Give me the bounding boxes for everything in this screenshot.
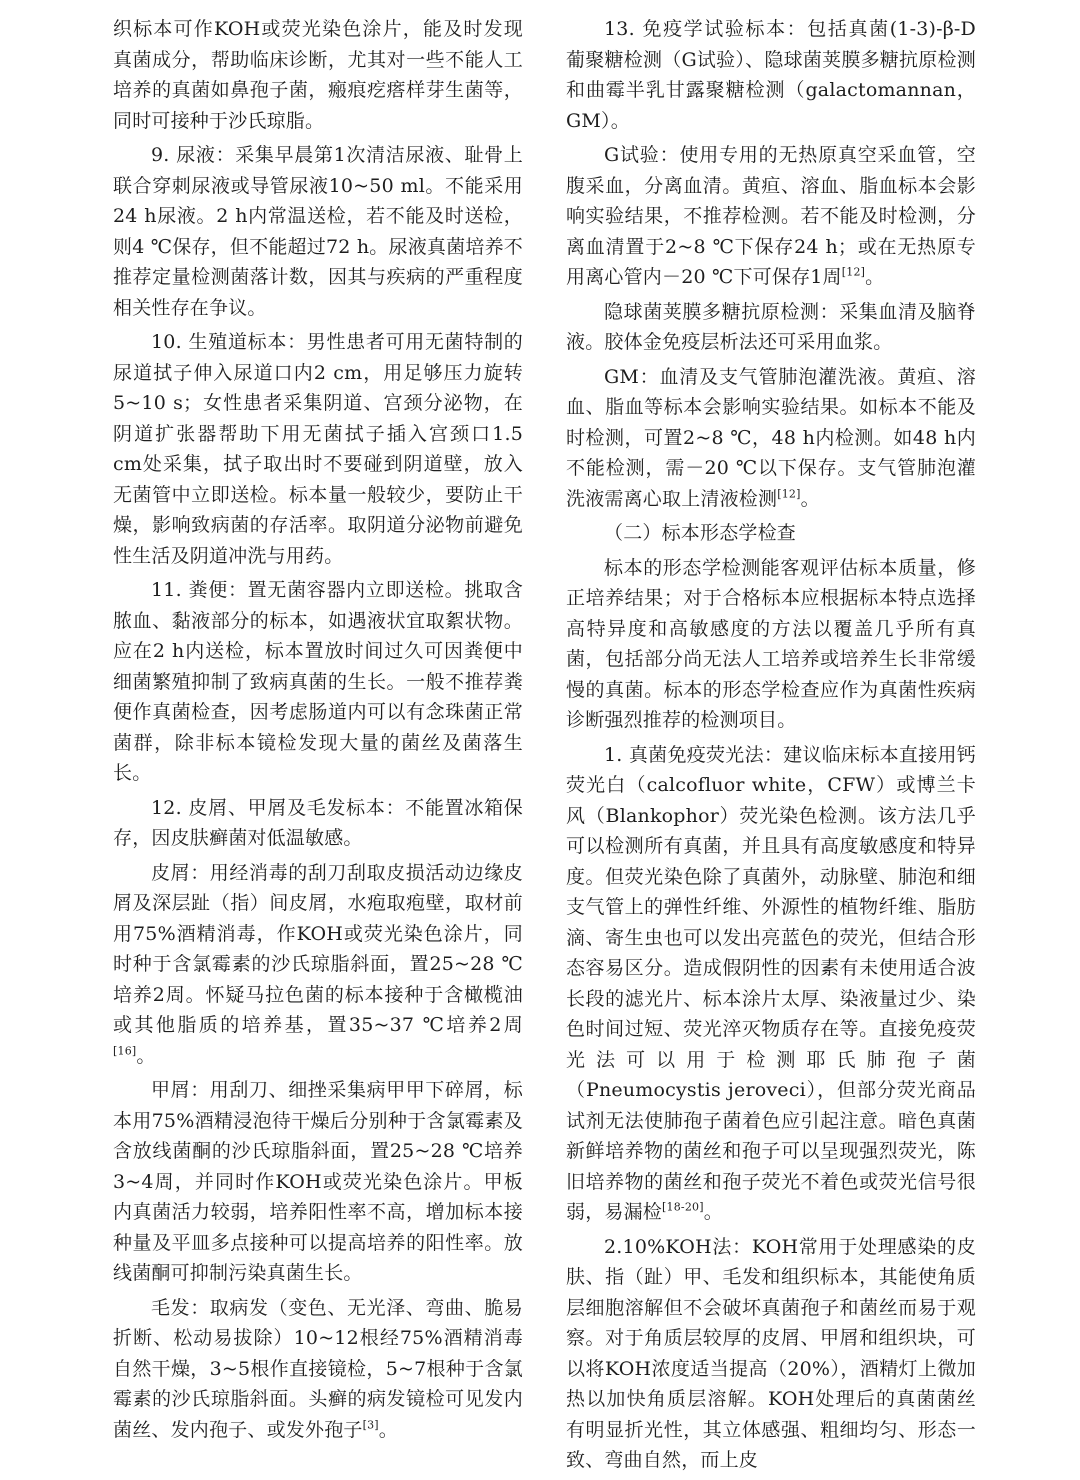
paragraph-skin-nail-hair: 12. 皮屑、甲屑及毛发标本：不能置冰箱保存，因皮肤癣菌对低温敏感。 <box>113 796 523 849</box>
paragraph-urine: 9. 尿液：采集早晨第1次清洁尿液、耻骨上联合穿刺尿液或导管尿液10~50 ml。不能采用24 h尿液。2 h内常温送检，若不能及时送检，则4 ℃保存，但不能超过72 h。尿液真菌培养不推荐定量检测菌落计数，因其与疾病的严重程度相关性存在争议。 <box>113 144 523 319</box>
left-column <box>113 14 523 1449</box>
citation-ref: [16] <box>113 1044 137 1058</box>
paragraph-g-test: G试验：使用专用的无热原真空采血管，空腹采血，分离血清。黄疸、溶血、脂血标本会影响实验结果，不推荐检测。若不能及时检测，分离血清置于2~8 ℃下保存24 h；或在无热原专用离心管内－20 ℃下可保存1周[12]。 <box>566 144 976 288</box>
citation-ref: [12] <box>777 487 801 501</box>
paragraph-genital-tract: 10. 生殖道标本：男性患者可用无菌特制的尿道拭子伸入尿道口内2 cm，用足够压力旋转5~10 s；女性患者采集阴道、宫颈分泌物，在阴道扩张器帮助下用无菌拭子插入宫颈口1.5 cm处采集，拭子取出时不要碰到阴道壁，放入无菌管中立即送检。标本量一般较少，要防止干燥，影响致病菌的存活率。取阴道分泌物前避免性生活及阴道冲洗与用药。 <box>113 331 523 567</box>
citation-ref: [18-20] <box>662 1200 704 1214</box>
paragraph-morphology-intro: 标本的形态学检测能客观评估标本质量，修正培养结果；对于合格标本应根据标本特点选择高特异度和高敏感度的方法以覆盖几乎所有真菌，包括部分尚无法人工培养或培养生长非常缓慢的真菌。标本的形态学检查应作为真菌性疾病诊断强烈推荐的检测项目。 <box>566 556 976 731</box>
paragraph-cryptococcus: 隐球菌荚膜多糖抗原检测：采集血清及脑脊液。胶体金免疫层析法还可采用血浆。 <box>566 300 976 353</box>
paragraph-specimen-tail: 织标本可作KOH或荧光染色涂片，能及时发现真菌成分，帮助临床诊断，尤其对一些不能人工培养的真菌如鼻孢子菌，瘢痕疙瘩样芽生菌等，同时可接种于沙氏琼脂。 <box>113 18 523 132</box>
paragraph-immunofluorescence: 1. 真菌免疫荧光法：建议临床标本直接用钙荧光白（calcofluor white，CFW）或博兰卡风（Blankophor）荧光染色检测。该方法几乎可以检测所有真菌，并且具有高度敏感度和特异度。但荧光染色除了真菌外，动脉壁、肺泡和细支气管上的弹性纤维、外源性的植物纤维、脂肪滴、寄生虫也可以发出亮蓝色的荧光，但结合形态容易区分。造成假阴性的因素有未使用适合波长段的滤光片、标本涂片太厚、染液量过少、染色时间过短、荧光淬灭物质存在等。直接免疫荧光法可以用于检测耶氏肺孢子菌（Pneumocystis jeroveci），但部分荧光商品试剂无法使肺孢子菌着色应引起注意。暗色真菌新鲜培养物的菌丝和孢子可以呈现强烈荧光，陈旧培养物的菌丝和孢子荧光不着色或荧光信号很弱，易漏检[18-20]。 <box>566 743 976 1223</box>
paragraph-nail-scrapings: 甲屑：用刮刀、细挫采集病甲甲下碎屑，标本用75%酒精浸泡待干燥后分别种于含氯霉素及含放线菌酮的沙氏琼脂斜面，置25~28 ℃培养3~4周，并同时作KOH或荧光染色涂片。甲板内真菌活力较弱，培养阳性率不高，增加标本接种量及平皿多点接种可以提高培养的阳性率。放线菌酮可抑制污染真菌生长。 <box>113 1079 523 1284</box>
right-column <box>566 14 976 1480</box>
paragraph-koh-method: 2.10%KOH法：KOH常用于处理感染的皮肤、指（趾）甲、毛发和组织标本，其能使角质层细胞溶解但不会破坏真菌孢子和菌丝而易于观察。对于角质层较厚的皮屑、甲屑和组织块，可以将KOH浓度适当提高（20%），酒精灯上微加热以加快角质层溶解。KOH处理后的真菌菌丝有明显折光性，其立体感强、粗细均匀、形态一致、弯曲自然，而上皮 <box>566 1235 976 1471</box>
citation-ref: [12] <box>841 265 866 279</box>
citation-ref: [3] <box>362 1418 379 1432</box>
paragraph-gm: GM：血清及支气管肺泡灌洗液。黄疸、溶血、脂血等标本会影响实验结果。如标本不能及时检测，可置2~8 ℃，48 h内检测。如48 h内不能检测，需－20 ℃以下保存。支气管肺泡灌洗液需离心取上清液检测[12]。 <box>566 365 976 510</box>
paragraph-immunology: 13. 免疫学试验标本：包括真菌(1-3)-β-D葡聚糖检测（G试验）、隐球菌荚膜多糖抗原检测和曲霉半乳甘露聚糖检测（galactomannan，GM）。 <box>566 18 976 132</box>
section-heading-morphology: （二）标本形态学检查 <box>604 522 797 544</box>
paragraph-hair: 毛发：取病发（变色、无光泽、弯曲、脆易折断、松动易拔除）10~12根经75%酒精消毒自然干燥，3~5根作直接镜检，5~7根种于含氯霉素的沙氏琼脂斜面。头癣的病发镜检可见发内菌丝、发内孢子、或发外孢子[3]。 <box>113 1296 523 1441</box>
paragraph-stool: 11. 粪便：置无菌容器内立即送检。挑取含脓血、黏液部分的标本，如遇液状宜取絮状物。应在2 h内送检，标本置放时间过久可因粪便中细菌繁殖抑制了致病真菌的生长。一般不推荐粪便作真菌检查，因考虑肠道内可以有念珠菌正常菌群，除非标本镜检发现大量的菌丝及菌落生长。 <box>113 579 523 784</box>
paragraph-skin-scales: 皮屑：用经消毒的刮刀刮取皮损活动边缘皮屑及深层趾（指）间皮屑，水疱取疱壁，取材前用75%酒精消毒，作KOH或荧光染色涂片，同时种于含氯霉素的沙氏琼脂斜面，置25~28 ℃培养2周。怀疑马拉色菌的标本接种于含橄榄油或其他脂质的培养基，置35~37 ℃培养2周[16]。 <box>113 861 523 1067</box>
